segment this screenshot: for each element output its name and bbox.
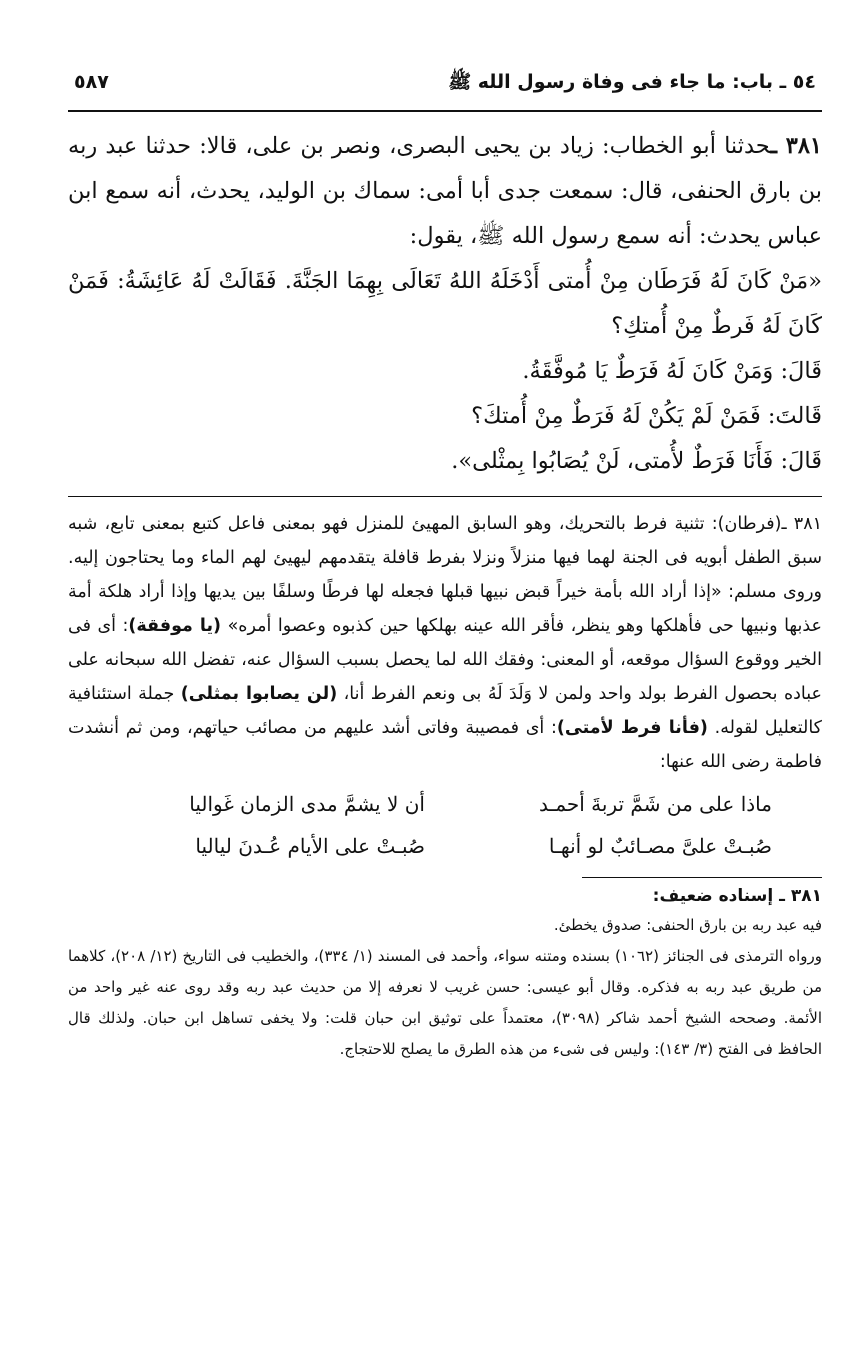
poem-hemistich: أن لا يشمَّ مدى الزمان غَواليا — [189, 792, 425, 816]
header-rule — [68, 110, 822, 112]
poem — [68, 783, 822, 867]
commentary-text: : أى فمصيبة وفاتى أشد عليهم من مصائب حياتهم، ومن ثم أنشدت فاطمة رضى الله عنها: — [68, 718, 822, 772]
commentary-number: ٣٨١ ـ — [781, 514, 822, 534]
hadith-line: قَالَ: فَأَنَا فَرَطٌ لأُمتى، لَنْ يُصَابُوا بِمثْلى». — [451, 448, 822, 474]
commentary-term: (لن يصابوا بمثلى) — [180, 684, 338, 704]
hadith-matn: «مَنْ كَانَ لَهُ فَرَطَان مِنْ أُمتى أَدْخَلَهُ اللهُ تَعَالَى بِهِمَا الجَنَّةَ. فَقَالَتْ لَهُ عَائِشَةُ: فَمَنْ كَانَ لَهُ فَرطٌ مِنْ أُمتكِ؟ — [68, 268, 822, 339]
commentary-paragraph — [68, 507, 822, 779]
page-number: ٥٨٧ — [74, 71, 109, 93]
commentary-text: : أى فى الخير ووقوع السؤال موقعه، أو المعنى: وفقك الله لما يحصل بسبب السؤال عنه، تفضل الله سبحانه على عباده بحصول الفرط بولد واحد ولمن لا وَلَدَ لَهُ بى ونعم الفرط أنا، — [68, 616, 822, 704]
page-header — [68, 70, 822, 98]
hadith-isnad — [68, 124, 822, 259]
poem-hemistich: صُبـتْ علىَّ مصـائبٌ لو أنهـا — [548, 834, 772, 858]
commentary — [68, 507, 822, 779]
hadith-line: قَالَ: وَمَنْ كَانَ لَهُ فَرَطٌ يَا مُوفَّقَةُ. — [522, 358, 822, 384]
book-page — [68, 70, 822, 1065]
text-divider — [68, 496, 822, 497]
hadith-number: ٣٨١ ـ — [770, 133, 822, 159]
isnad-divider — [582, 877, 822, 878]
commentary-term: (فأنا فرط لأمتى) — [556, 718, 708, 738]
isnad-title: ٣٨١ ـ إسناده ضعيف: — [652, 886, 822, 906]
commentary-text: (فرطان): تثنية فرط بالتحريك، وهو السابق المهيئ للمنزل فهو بمعنى فاعل كتبع بمعنى تابع، شبه سبق الطفل أبويه فى الجنة لهما فيها منزلاً ونزلا بفرط قافلة يتقدمهم ليهيئ لهم الماء وما يحتاجون إليه. وروى مسلم: «إذا أراد الله بأمة خيراً قبض نبيها قبلها فجعله لها فرطًا وسلفًا بين يديها وإذا أراد هلكة أمة عذبها ونبيها حى فأهلكها وهو ينظر، فأقر الله عينه بهلكها حين كذبوه وعصوا أمره» — [68, 514, 822, 636]
isnad-line: فيه عبد ربه بن بارق الحنفى: صدوق يخطئ. — [553, 916, 822, 934]
isnad-paragraph: ورواه الترمذى فى الجنائز (١٠٦٢) بسنده ومتنه سواء، وأحمد فى المسند (١/ ٣٣٤)، والخطيب فى التاريخ (١٢/ ٢٠٨)، كلاهما من طريق عبد ربه به فذكره. وقال أبو عيسى: حسن غريب لا نعرفه إلا من حديث عبد ربه وقد روى عنه غير واحد من الأئمة. وصححه الشيخ أحمد شاكر (٣٠٩٨)، معتمداً على توثيق ابن حبان قلت: ولا يخفى تساهل ابن حبان. ولذلك قال الحافظ فى الفتح (٣/ ١٤٣): وليس فى شىء من هذه الطرق ما يصلح للاحتجاج. — [68, 947, 823, 1058]
hadith-text — [68, 124, 822, 484]
poem-hemistich: ماذا على من شَمَّ تربةَ أحمـد — [538, 792, 772, 816]
chapter-title: ٥٤ ـ باب: ما جاء فى وفاة رسول الله ﷺ — [448, 71, 816, 93]
commentary-term: (يا موفقة) — [128, 616, 222, 636]
commentary-text: جملة استئنافية كالتعليل لقوله. — [68, 684, 822, 738]
isnad-notes — [68, 910, 822, 1065]
poem-hemistich: صُبـتْ على الأيام عُـدنَ لياليا — [195, 834, 425, 858]
hadith-line: قَالتَ: فَمَنْ لَمْ يَكُنْ لَهُ فَرَطٌ مِنْ أُمتكَ؟ — [471, 403, 822, 429]
hadith-isnad-text: حدثنا أبو الخطاب: زياد بن يحيى البصرى، ونصر بن على، قالا: حدثنا عبد ربه بن بارق الحنفى، قال: سمعت جدى أبا أمى: سماك بن الوليد، يحدث، أنه سمع ابن عباس يحدث: أنه سمع رسول الله ﷺ، يقول: — [68, 133, 822, 249]
